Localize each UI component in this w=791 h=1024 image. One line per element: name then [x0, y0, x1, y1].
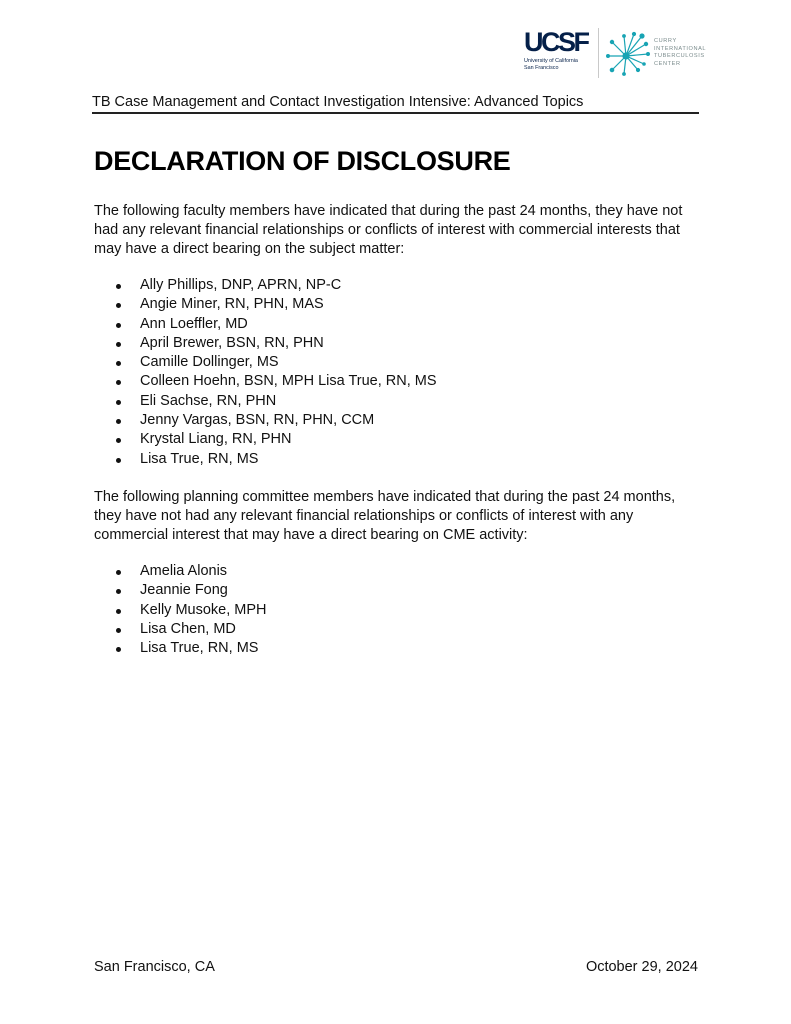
- curry-center-logo-text: [654, 38, 706, 68]
- curry-logo-line1: CURRY: [654, 38, 677, 44]
- faculty-list-item: Angie Miner, RN, PHN, MAS: [94, 295, 437, 314]
- curry-logo-line2: INTERNATIONAL: [654, 45, 707, 52]
- curry-logo-line4: CENTER: [654, 60, 681, 67]
- ucsf-logo-mark: UCSF: [524, 27, 588, 57]
- committee-list-item: Lisa True, RN, MS: [94, 639, 267, 658]
- committee-list-item: Amelia Alonis: [94, 562, 267, 581]
- faculty-list-item: April Brewer, BSN, RN, PHN: [94, 334, 437, 353]
- faculty-list-item: Eli Sachse, RN, PHN: [94, 392, 437, 411]
- ucsf-logo-line2: San Francisco: [524, 64, 559, 71]
- footer-date: October 29, 2024: [585, 959, 698, 975]
- committee-list: [94, 562, 267, 658]
- document-header-title: TB Case Management and Contact Investigation Intensive: Advanced Topics: [92, 94, 584, 110]
- page-title: DECLARATION OF DISCLOSURE: [94, 146, 511, 176]
- faculty-list-item: Camille Dollinger, MS: [94, 353, 437, 372]
- footer-location: San Francisco, CA: [94, 959, 215, 975]
- committee-disclosure-paragraph: The following planning committee members have indicated that during the past 24 months, they have not had any relevant financial relationships or conflicts of interest with any commercial interest that may have a direct bearing on CME activity:: [94, 489, 676, 543]
- header-divider: [92, 112, 699, 114]
- ucsf-logo: [524, 28, 594, 80]
- logo-divider: [598, 28, 599, 78]
- faculty-list: [94, 276, 437, 469]
- faculty-list-item: Lisa True, RN, MS: [94, 450, 437, 469]
- faculty-disclosure-paragraph: The following faculty members have indicated that during the past 24 months, they have not had any relevant financial relationships or conflicts of interest with commercial interests that may have a direct bearing on the subject matter:: [94, 203, 683, 257]
- faculty-list-item: Ally Phillips, DNP, APRN, NP-C: [94, 276, 437, 295]
- faculty-list-item: Jenny Vargas, BSN, RN, PHN, CCM: [94, 411, 437, 430]
- ucsf-logo-subtitle: [524, 58, 594, 71]
- header-logos: [520, 28, 710, 84]
- curry-center-burst-icon: [604, 30, 650, 76]
- committee-list-item: Jeannie Fong: [94, 581, 267, 600]
- committee-list-item: Kelly Musoke, MPH: [94, 601, 267, 620]
- curry-logo-line3: TUBERCULOSIS: [654, 53, 705, 59]
- ucsf-logo-line1: University of California: [524, 58, 578, 64]
- committee-list-item: Lisa Chen, MD: [94, 620, 267, 639]
- faculty-list-item: Colleen Hoehn, BSN, MPH Lisa True, RN, MS: [94, 372, 437, 391]
- faculty-list-item: Krystal Liang, RN, PHN: [94, 430, 437, 449]
- faculty-list-item: Ann Loeffler, MD: [94, 315, 437, 334]
